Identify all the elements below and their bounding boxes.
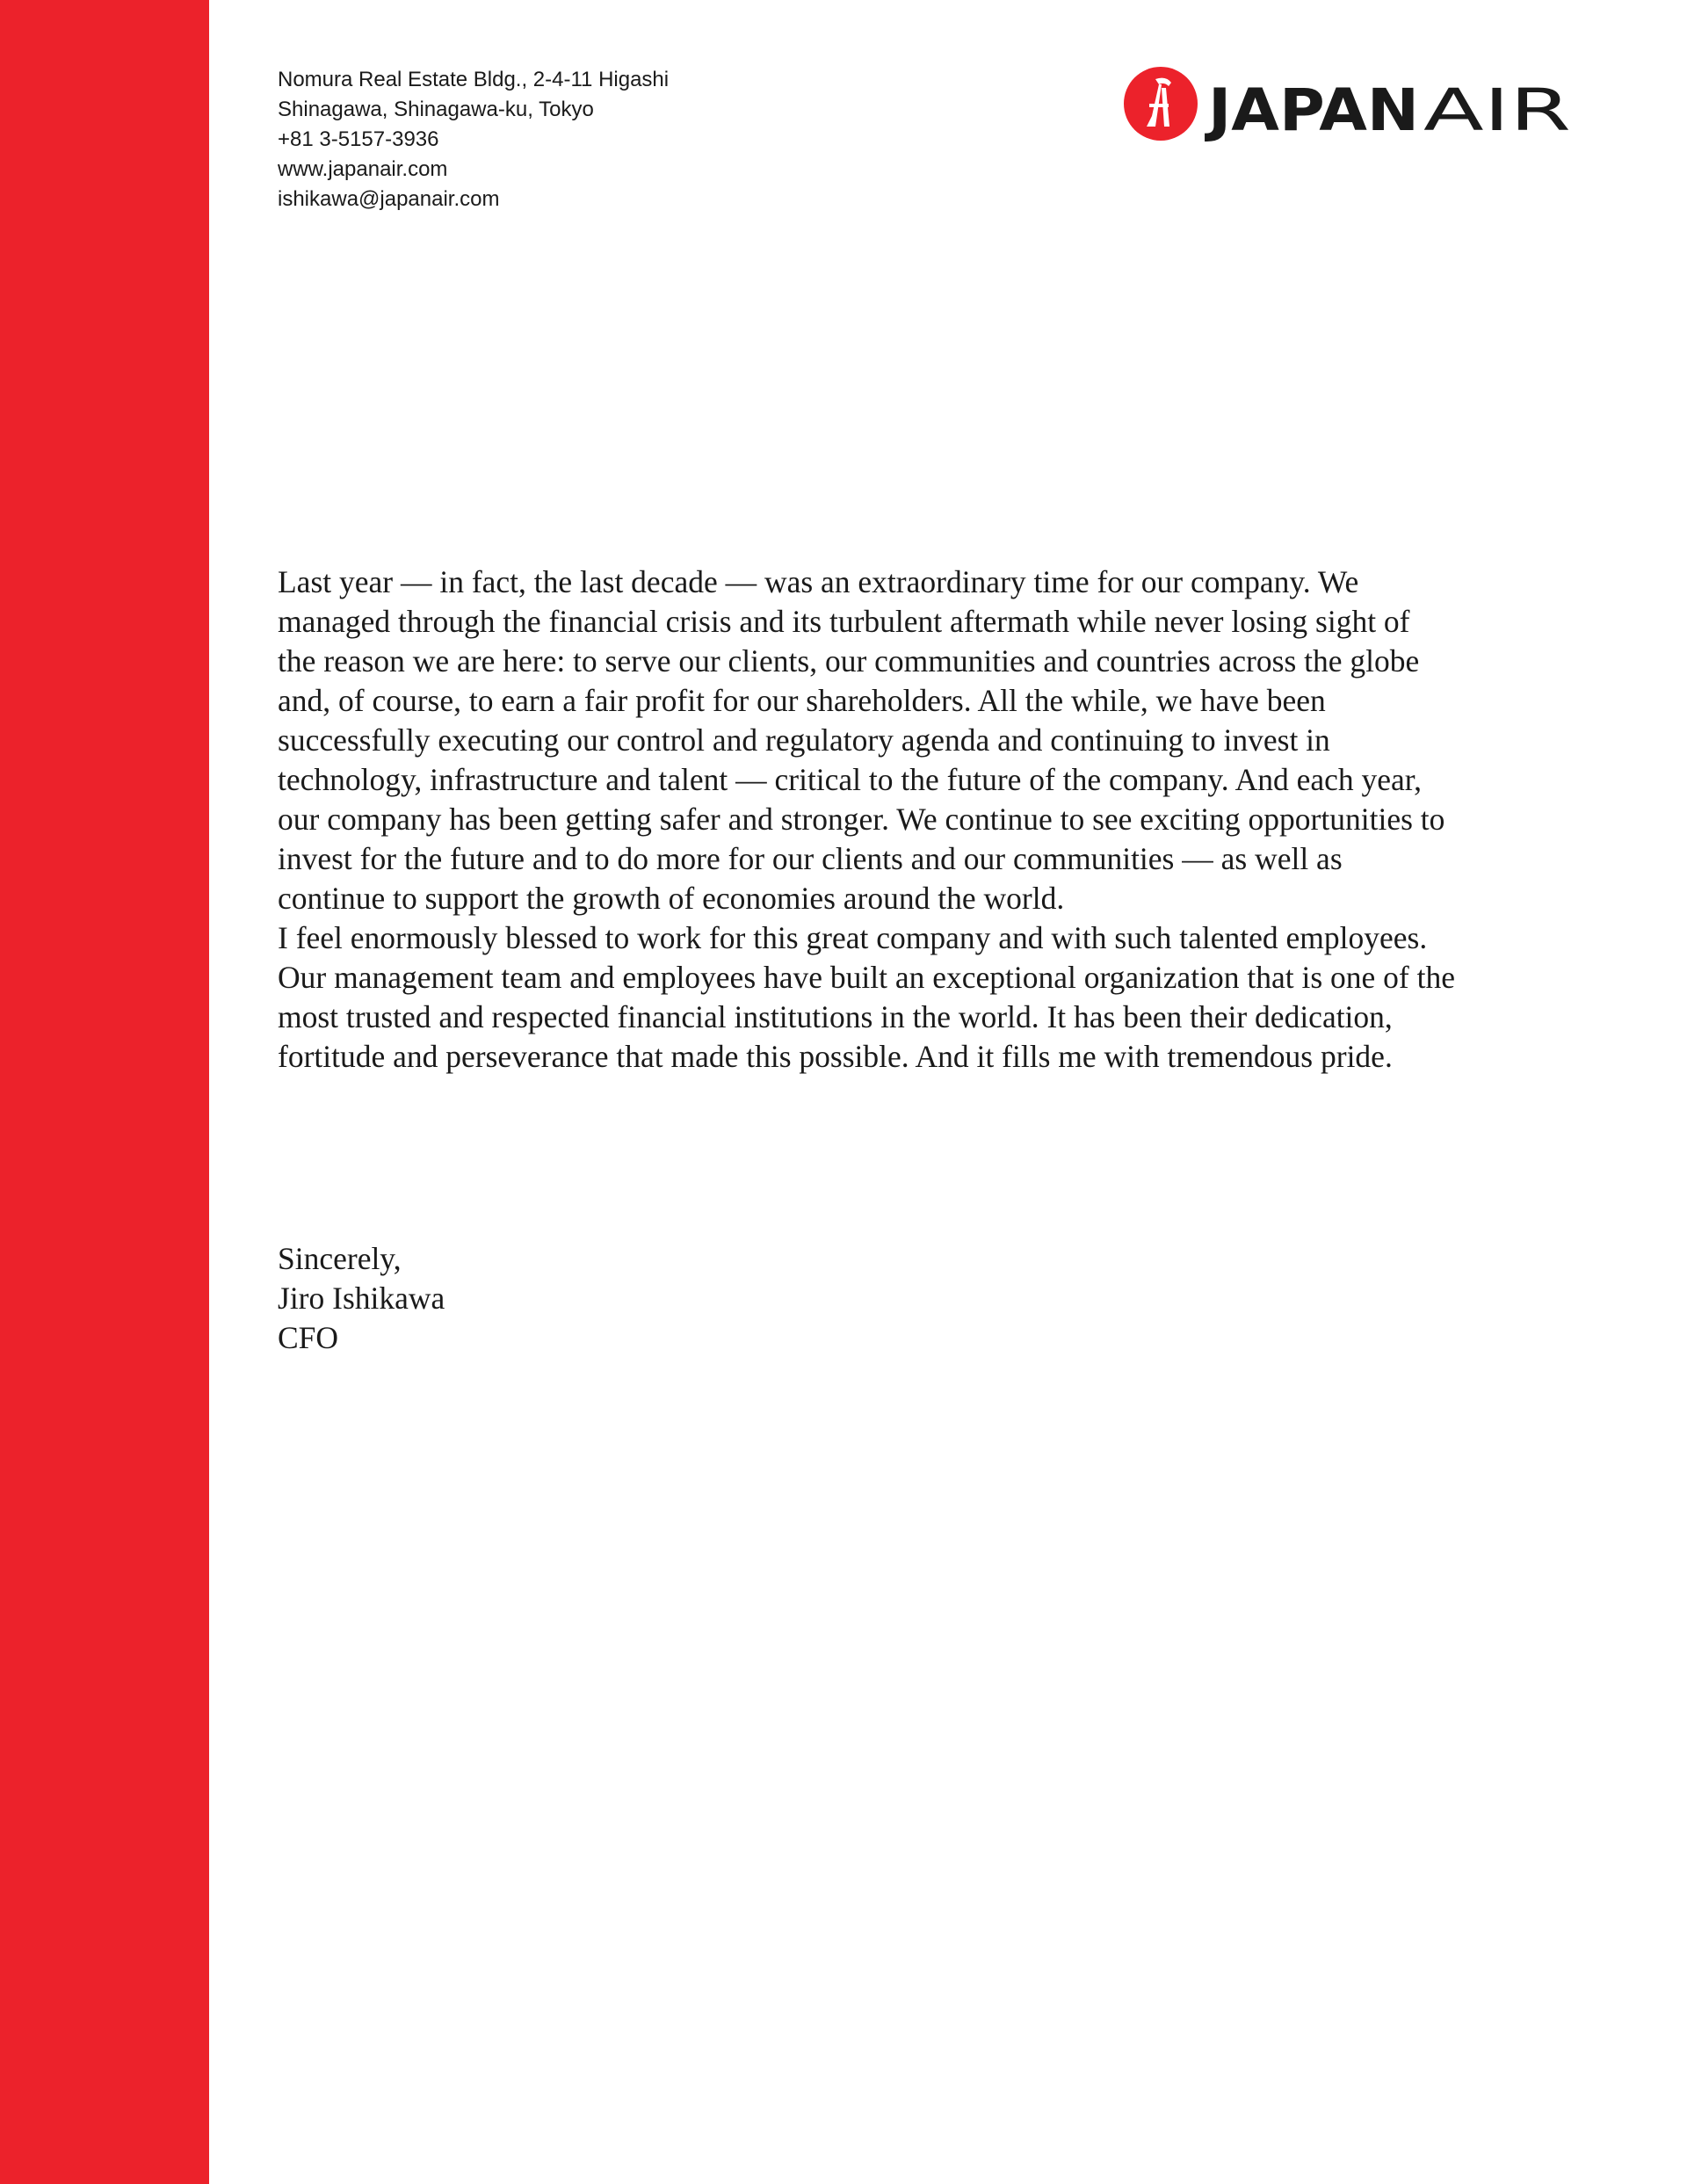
address-street: Nomura Real Estate Bldg., 2-4-11 Higashi [278,68,670,91]
signer-title: CFO [278,1320,339,1355]
address-phone: +81 3-5157-3936 [278,127,439,151]
logo-wordmark-light: AIR [1423,76,1571,144]
letter-paragraph: I feel enormously blessed to work for this great company and with such talented employees. Our management team and employees have built an exceptional organization that is one of the most trusted and respected financial institutions in the world. It has been their dedication, fortitude and perseverance that made this possible. And it fills me with tremendous pride. [278,920,1456,1074]
address-email: ishikawa@japanair.com [278,187,500,211]
logo-wordmark-bold: JAPAN [1204,76,1419,144]
letter-body [278,562,1455,1077]
crane-emblem-icon [1124,67,1198,141]
signature-block [278,1239,445,1358]
company-logo [1120,63,1577,144]
address-website: www.japanair.com [278,157,448,181]
signer-name: Jiro Ishikawa [278,1281,445,1316]
closing-salutation: Sincerely, [278,1241,402,1276]
sidebar-red-band [0,0,209,2184]
address-city: Shinagawa, Shinagawa-ku, Tokyo [278,98,594,121]
sender-address [278,65,669,214]
letter-paragraph: Last year — in fact, the last decade — was an extraordinary time for our company. We managed through the financial crisis and its turbulent aftermath while never losing sight of the reason we are here: to serve our clients, our communities and countries across the globe and, of course, to earn a fair profit for our shareholders. All the while, we have been successfully executing our control and regulatory agenda and continuing to invest in technology, infrastructure and talent — critical to the future of the company. And each year, our company has been getting safer and stronger. We continue to see exciting opportunities to invest for the future and to do more for our clients and our communities — as well as continue to support the growth of economies around the world. [278,564,1445,916]
